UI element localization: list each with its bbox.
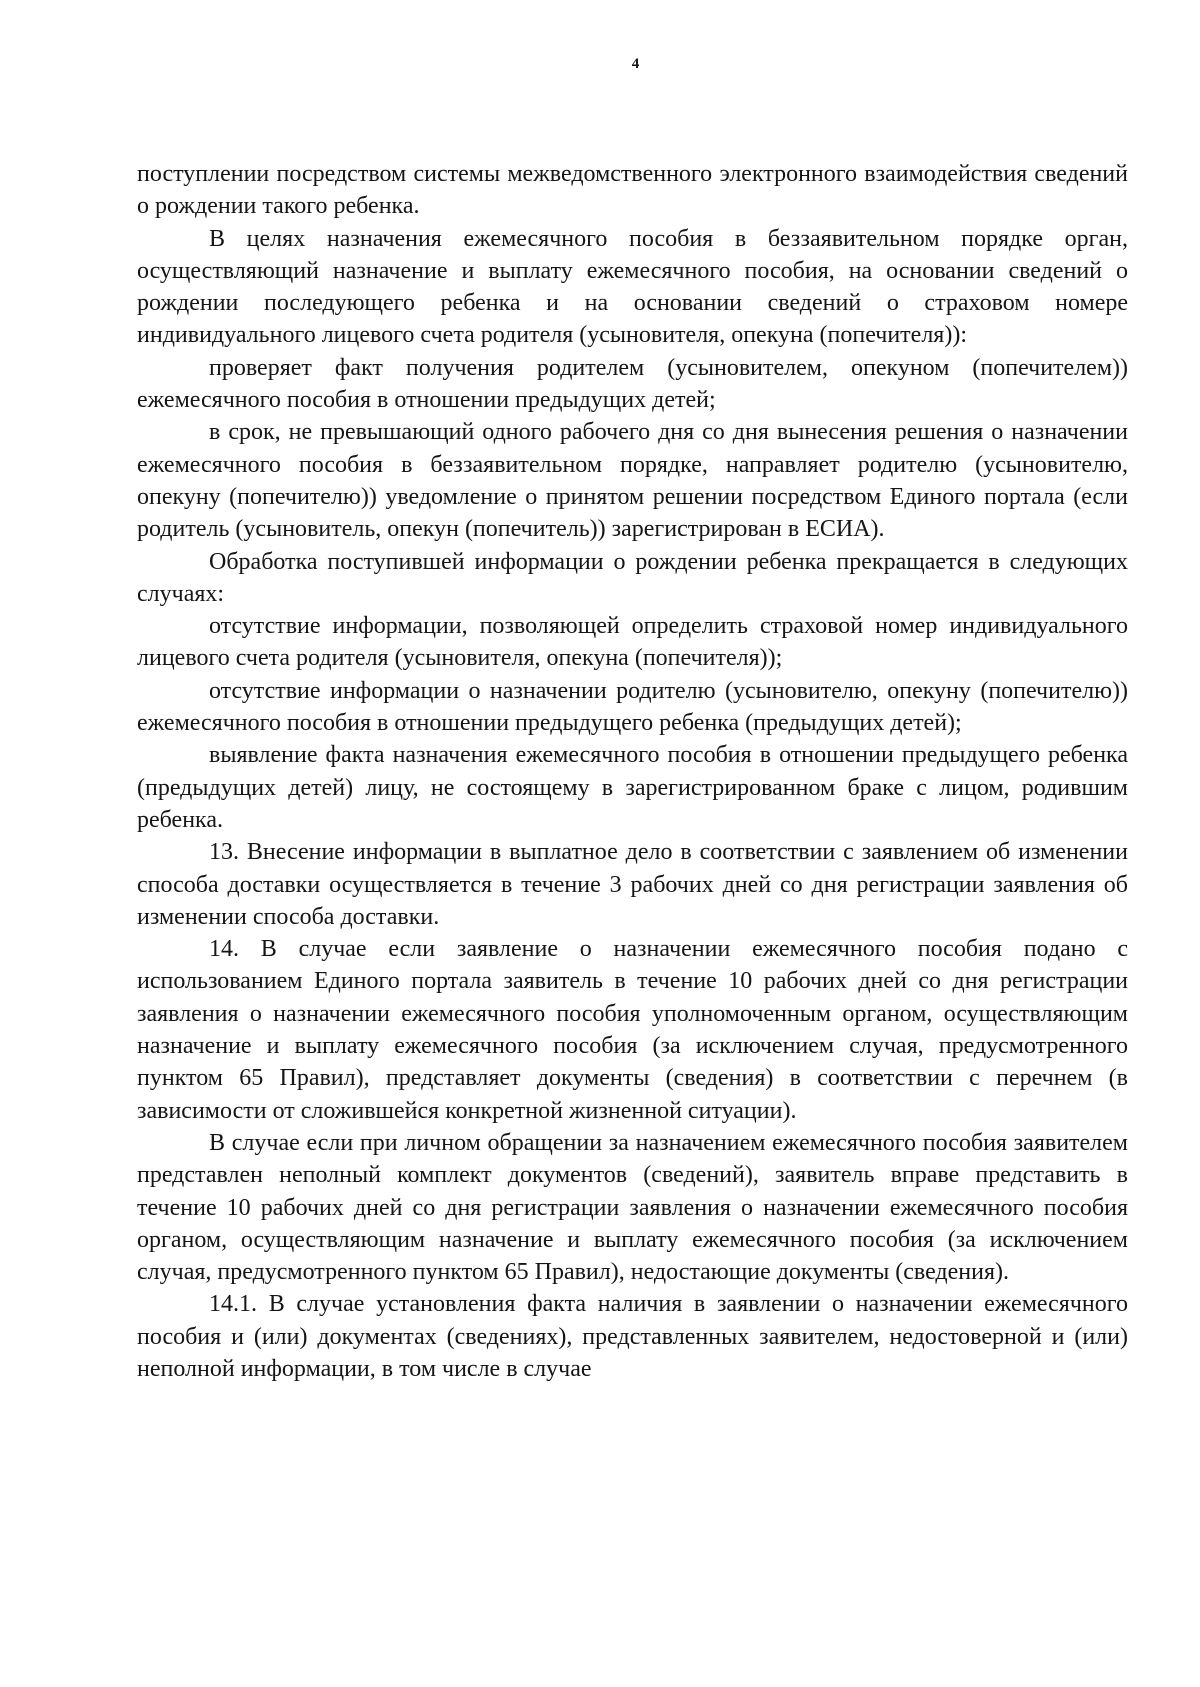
paragraph-3: проверяет факт получения родителем (усыновителем, опекуном (попечителем)) ежемесячного пособия в отношении предыдущих детей; xyxy=(137,354,1128,414)
page-number: 4 xyxy=(631,56,640,72)
paragraph-6: отсутствие информации, позволяющей определить страховой номер индивидуального лицевого счета родителя (усыновителя, опекуна (попечителя)); xyxy=(137,613,1128,672)
paragraph-item-14-1: 14.1. В случае установления факта наличия в заявлении о назначении ежемесячного пособия и (или) документах (сведениях), представленных заявителем, недостоверной и (или) неполной информации, в том числе в случае xyxy=(137,1291,1128,1382)
paragraph-11: В случае если при личном обращении за назначением ежемесячного пособия заявителем представлен неполный комплект документов (сведений), заявитель вправе представить в течение 10 рабочих дней со дня регистрации заявления о назначении ежемесячного пособия органом, осуществляющим назначение и выплату ежемесячного пособия (за исключением случая, предусмотренного пунктом 65 Правил), недостающие документы (сведения). xyxy=(137,1129,1128,1286)
paragraph-5: Обработка поступившей информации о рождении ребенка прекращается в следующих случаях: xyxy=(137,548,1128,607)
paragraph-item-13: 13. Внесение информации в выплатное дело в соответствии с заявлением об изменении способа доставки осуществляется в течение 3 рабочих дней со дня регистрации заявления об изменении способа доставки. xyxy=(137,839,1128,930)
paragraph-4: в срок, не превышающий одного рабочего дня со дня вынесения решения о назначении ежемесячного пособия в беззаявительном порядке, направляет родителю (усыновителю, опекуну (попечителю)) уведомление о принятом решении посредством Единого портала (если родитель (усыновитель, опекун (попечитель)) зарегистрирован в ЕСИА). xyxy=(137,419,1128,543)
paragraph-2: В целях назначения ежемесячного пособия в беззаявительном порядке орган, осуществляющий назначение и выплату ежемесячного пособия, на основании сведений о рождении последующего ребенка и на основании сведений о страховом номере индивидуального лицевого счета родителя (усыновителя, опекуна (попечителя)): xyxy=(137,225,1128,349)
paragraph-1: поступлении посредством системы межведомственного электронного взаимодействия сведений о рождении такого ребенка. xyxy=(137,161,1128,220)
paragraph-8: выявление факта назначения ежемесячного пособия в отношении предыдущего ребенка (предыдущих детей) лицу, не состоящему в зарегистрированном браке с лицом, родившим ребенка. xyxy=(137,742,1128,833)
paragraph-item-14: 14. В случае если заявление о назначении ежемесячного пособия подано с использованием Единого портала заявитель в течение 10 рабочих дней со дня регистрации заявления о назначении ежемесячного пособия уполномоченным органом, осуществляющим назначение и выплату ежемесячного пособия (за исключением случая, предусмотренного пунктом 65 Правил), представляет документы (сведения) в соответствии с перечнем (в зависимости от сложившейся конкретной жизненной ситуации). xyxy=(137,936,1128,1124)
document-body xyxy=(137,158,1128,1385)
paragraph-7: отсутствие информации о назначении родителю (усыновителю, опекуну (попечителю)) ежемесячного пособия в отношении предыдущего ребенка (предыдущих детей); xyxy=(137,677,1128,737)
